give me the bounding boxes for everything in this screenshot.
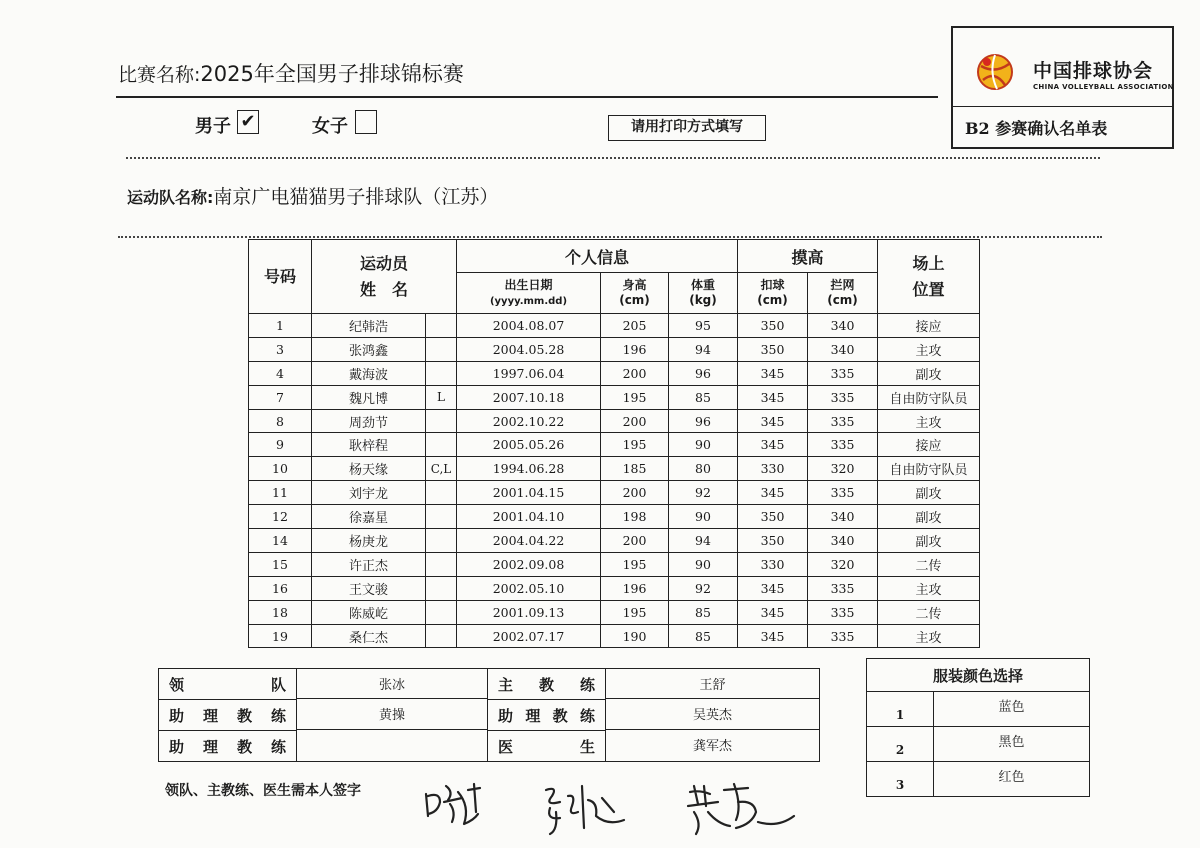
player-position: 主攻 (878, 576, 980, 600)
dotted-separator (126, 157, 1100, 159)
player-block-reach: 340 (808, 505, 878, 529)
player-row (249, 409, 980, 433)
player-height: 195 (601, 600, 669, 624)
player-spike-reach: 345 (738, 385, 808, 409)
player-block-reach: 335 (808, 481, 878, 505)
player-block-reach: 335 (808, 576, 878, 600)
player-weight: 96 (669, 409, 738, 433)
player-position: 接应 (878, 433, 980, 457)
player-number: 3 (249, 337, 312, 361)
player-flag: C,L (426, 457, 457, 481)
player-weight: 85 (669, 600, 738, 624)
player-name: 许正杰 (312, 552, 426, 576)
player-birth-date: 2001.04.10 (457, 505, 601, 529)
player-flag (426, 600, 457, 624)
player-number: 11 (249, 481, 312, 505)
player-row (249, 481, 980, 505)
player-flag (426, 481, 457, 505)
player-position: 副攻 (878, 505, 980, 529)
jersey-color-row (867, 727, 1090, 762)
player-block-reach: 335 (808, 433, 878, 457)
jersey-option-color: 红色 (934, 762, 1090, 797)
team-name-line (127, 182, 498, 209)
player-weight: 85 (669, 385, 738, 409)
player-spike-reach: 345 (738, 576, 808, 600)
assistant-coach-3-name: 吴英杰 (606, 698, 819, 728)
header-reach: 摸高 (738, 240, 878, 273)
player-height: 196 (601, 337, 669, 361)
roster-body (249, 314, 980, 648)
player-height: 200 (601, 361, 669, 385)
player-flag (426, 314, 457, 338)
header-block-label: 拦网 (830, 278, 855, 292)
jersey-color-row (867, 762, 1090, 797)
player-weight: 94 (669, 529, 738, 553)
player-height: 198 (601, 505, 669, 529)
player-number: 10 (249, 457, 312, 481)
player-spike-reach: 350 (738, 529, 808, 553)
player-flag (426, 529, 457, 553)
player-name: 桑仁杰 (312, 624, 426, 648)
player-spike-reach: 350 (738, 337, 808, 361)
player-weight: 90 (669, 505, 738, 529)
player-position: 副攻 (878, 361, 980, 385)
player-birth-date: 2004.04.22 (457, 529, 601, 553)
header-weight-unit: (kg) (689, 293, 717, 307)
header-name: 姓 名 (359, 279, 408, 299)
player-flag (426, 624, 457, 648)
player-flag (426, 505, 457, 529)
player-row (249, 552, 980, 576)
player-position: 二传 (878, 600, 980, 624)
player-flag (426, 361, 457, 385)
staff-values-left (297, 669, 488, 762)
header-height-unit: (cm) (619, 293, 650, 307)
player-weight: 94 (669, 337, 738, 361)
player-height: 195 (601, 385, 669, 409)
player-weight: 92 (669, 481, 738, 505)
player-row (249, 505, 980, 529)
player-position: 副攻 (878, 481, 980, 505)
match-name-line (118, 58, 464, 88)
assistant-coach-2-label: 助理教练 (159, 731, 297, 762)
player-name: 徐嘉星 (312, 505, 426, 529)
player-row (249, 600, 980, 624)
header-athlete-name (312, 240, 457, 314)
player-number: 8 (249, 409, 312, 433)
player-birth-date: 2004.05.28 (457, 337, 601, 361)
header-height-label: 身高 (622, 278, 647, 292)
header-position-line2: 位置 (912, 279, 945, 299)
print-notice: 请用打印方式填写 (608, 115, 766, 141)
jersey-option-color: 黑色 (934, 727, 1090, 762)
player-spike-reach: 350 (738, 505, 808, 529)
player-name: 杨天缘 (312, 457, 426, 481)
header-position-line1: 场上 (912, 253, 945, 273)
player-height: 200 (601, 529, 669, 553)
header-position (878, 240, 980, 314)
player-number: 18 (249, 600, 312, 624)
player-name: 刘宇龙 (312, 481, 426, 505)
player-position: 自由防守队员 (878, 457, 980, 481)
player-row (249, 385, 980, 409)
player-block-reach: 320 (808, 552, 878, 576)
player-number: 4 (249, 361, 312, 385)
player-weight: 80 (669, 457, 738, 481)
player-birth-date: 2004.08.07 (457, 314, 601, 338)
jersey-color-body (867, 692, 1090, 797)
women-label: 女子 (312, 116, 348, 137)
player-name: 魏凡博 (312, 385, 426, 409)
player-birth-date: 2002.05.10 (457, 576, 601, 600)
player-block-reach: 320 (808, 457, 878, 481)
header-birth-label: 出生日期 (504, 277, 553, 292)
player-block-reach: 335 (808, 624, 878, 648)
player-name: 纪韩浩 (312, 314, 426, 338)
player-spike-reach: 330 (738, 457, 808, 481)
player-height: 196 (601, 576, 669, 600)
header-spike (738, 273, 808, 314)
assistant-coach-3-label: 助理教练 (488, 700, 606, 731)
head-coach-label: 主教练 (488, 669, 606, 700)
player-birth-date: 2001.09.13 (457, 600, 601, 624)
association-logo-box (951, 26, 1174, 149)
header-spike-unit: (cm) (757, 293, 788, 307)
player-flag (426, 433, 457, 457)
dotted-separator (118, 236, 1102, 238)
doctor-name: 龚军杰 (606, 729, 819, 759)
player-birth-date: 2002.09.08 (457, 552, 601, 576)
player-row (249, 361, 980, 385)
men-label: 男子 (195, 116, 231, 137)
association-name: 中国排球协会 (1033, 60, 1154, 82)
player-row (249, 529, 980, 553)
player-number: 15 (249, 552, 312, 576)
roster-table (248, 239, 980, 648)
header-athlete: 运动员 (359, 253, 408, 273)
player-number: 14 (249, 529, 312, 553)
header-block-unit: (cm) (827, 293, 858, 307)
player-spike-reach: 350 (738, 314, 808, 338)
header-number: 号码 (249, 240, 312, 314)
player-name: 周劲节 (312, 409, 426, 433)
player-birth-date: 2005.05.26 (457, 433, 601, 457)
player-block-reach: 335 (808, 385, 878, 409)
jersey-color-row (867, 692, 1090, 727)
player-number: 9 (249, 433, 312, 457)
jersey-option-number: 1 (867, 692, 934, 727)
player-weight: 95 (669, 314, 738, 338)
header-personal-info: 个人信息 (457, 240, 738, 273)
player-height: 205 (601, 314, 669, 338)
header-birth-format: (yyyy.mm.dd) (489, 295, 568, 307)
player-spike-reach: 345 (738, 409, 808, 433)
player-flag (426, 409, 457, 433)
player-spike-reach: 345 (738, 481, 808, 505)
player-name: 耿梓程 (312, 433, 426, 457)
form-code: B2 参赛确认名单表 (965, 119, 1108, 138)
player-number: 1 (249, 314, 312, 338)
player-weight: 90 (669, 552, 738, 576)
jersey-option-number: 2 (867, 727, 934, 762)
player-weight: 90 (669, 433, 738, 457)
player-position: 主攻 (878, 624, 980, 648)
men-checkbox[interactable]: ✔ (237, 110, 259, 134)
player-name: 戴海波 (312, 361, 426, 385)
player-height: 200 (601, 409, 669, 433)
match-name-value: 2025年全国男子排球锦标赛 (200, 62, 464, 86)
player-row (249, 624, 980, 648)
player-flag (426, 552, 457, 576)
player-block-reach: 335 (808, 600, 878, 624)
match-name-label: 比赛名称: (118, 64, 201, 86)
match-name-underline (116, 96, 938, 98)
player-spike-reach: 345 (738, 433, 808, 457)
player-spike-reach: 345 (738, 624, 808, 648)
player-flag (426, 576, 457, 600)
player-spike-reach: 330 (738, 552, 808, 576)
player-position: 副攻 (878, 529, 980, 553)
handwritten-signatures (418, 772, 808, 842)
player-position: 主攻 (878, 409, 980, 433)
leader-label: 领队 (159, 669, 297, 700)
staff-table (158, 668, 820, 762)
jersey-color-table (866, 658, 1090, 797)
header-spike-label: 扣球 (760, 278, 785, 292)
head-coach-name: 王舒 (699, 678, 726, 694)
player-block-reach: 340 (808, 529, 878, 553)
player-birth-date: 2001.04.15 (457, 481, 601, 505)
women-checkbox[interactable] (355, 110, 377, 134)
player-name: 杨庚龙 (312, 529, 426, 553)
player-row (249, 576, 980, 600)
leader-name: 张冰 (378, 678, 405, 694)
doctor-label: 医生 (488, 731, 606, 762)
player-birth-date: 1994.06.28 (457, 457, 601, 481)
player-height: 200 (601, 481, 669, 505)
header-weight (669, 273, 738, 314)
player-number: 12 (249, 505, 312, 529)
player-number: 7 (249, 385, 312, 409)
player-position: 主攻 (878, 337, 980, 361)
player-birth-date: 2007.10.18 (457, 385, 601, 409)
player-weight: 96 (669, 361, 738, 385)
header-height (601, 273, 669, 314)
signature-note: 领队、主教练、医生需本人签字 (165, 783, 361, 799)
association-name-en: CHINA VOLLEYBALL ASSOCIATION (1033, 83, 1174, 91)
player-block-reach: 335 (808, 361, 878, 385)
assistant-coach-1-name: 黄操 (297, 698, 487, 728)
player-height: 185 (601, 457, 669, 481)
player-weight: 85 (669, 624, 738, 648)
jersey-option-number: 3 (867, 762, 934, 797)
header-block (808, 273, 878, 314)
player-position: 自由防守队员 (878, 385, 980, 409)
player-height: 195 (601, 552, 669, 576)
team-name-value: 南京广电猫猫男子排球队（江苏） (213, 186, 499, 208)
header-birth-date (457, 273, 601, 314)
player-row (249, 314, 980, 338)
player-flag: L (426, 385, 457, 409)
assistant-coach-1-label: 助理教练 (159, 700, 297, 731)
team-name-label: 运动队名称: (127, 188, 214, 207)
player-block-reach: 335 (808, 409, 878, 433)
logo-divider (953, 106, 1172, 107)
player-row (249, 337, 980, 361)
player-flag (426, 337, 457, 361)
assistant-coach-2-name (297, 729, 487, 759)
staff-values-right (606, 669, 820, 762)
volleyball-emblem-icon (975, 52, 1015, 92)
player-position: 二传 (878, 552, 980, 576)
player-position: 接应 (878, 314, 980, 338)
player-row (249, 457, 980, 481)
player-name: 王文骏 (312, 576, 426, 600)
player-birth-date: 2002.07.17 (457, 624, 601, 648)
player-weight: 92 (669, 576, 738, 600)
jersey-color-title: 服装颜色选择 (867, 659, 1090, 692)
player-birth-date: 2002.10.22 (457, 409, 601, 433)
player-number: 19 (249, 624, 312, 648)
player-number: 16 (249, 576, 312, 600)
player-name: 张鸿鑫 (312, 337, 426, 361)
player-height: 195 (601, 433, 669, 457)
header-weight-label: 体重 (690, 278, 715, 292)
player-birth-date: 1997.06.04 (457, 361, 601, 385)
jersey-option-color: 蓝色 (934, 692, 1090, 727)
player-spike-reach: 345 (738, 600, 808, 624)
player-block-reach: 340 (808, 314, 878, 338)
player-height: 190 (601, 624, 669, 648)
player-row (249, 433, 980, 457)
player-name: 陈威屹 (312, 600, 426, 624)
player-block-reach: 340 (808, 337, 878, 361)
player-spike-reach: 345 (738, 361, 808, 385)
